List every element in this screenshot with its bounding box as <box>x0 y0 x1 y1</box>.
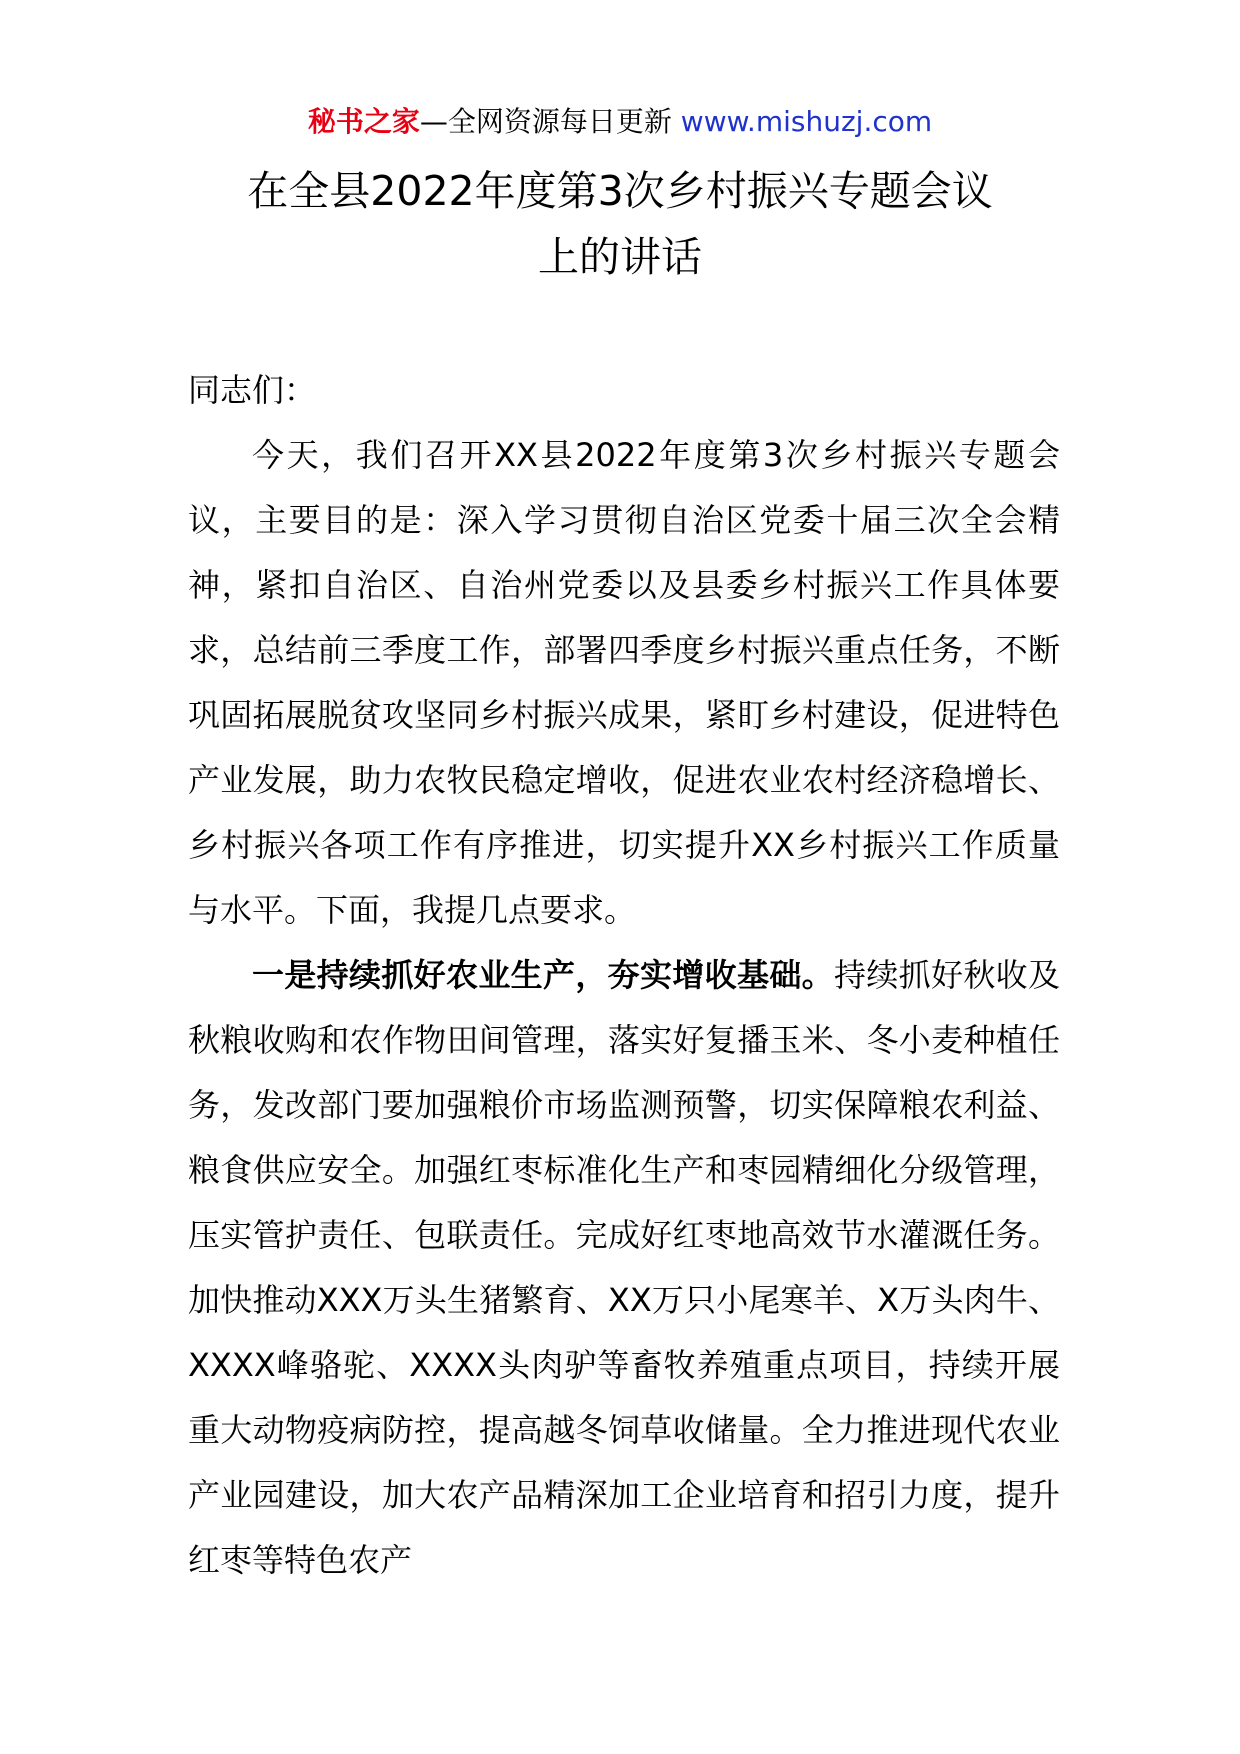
paragraph-intro: 今天，我们召开XX县2022年度第3次乡村振兴专题会议，主要目的是：深入学习贯彻自治区党委十届三次全会精神，紧扣自治区、自治州党委以及县委乡村振兴工作具体要求，总结前三季度工作，部署四季度乡村振兴重点任务，不断巩固拓展脱贫攻坚同乡村振兴成果，紧盯乡村建设，促进特色产业发展，助力农牧民稳定增收，促进农业农村经济稳增长、乡村振兴各项工作有序推进，切实提升XX乡村振兴工作质量与水平。下面，我提几点要求。 <box>188 436 1060 929</box>
watermark-header <box>0 102 1240 142</box>
paragraph-point-one <box>188 943 1060 1593</box>
header-brand: 秘书之家 <box>307 105 420 138</box>
page-title <box>150 158 1090 290</box>
salutation: 同志们： <box>188 371 317 409</box>
title-line-2: 上的讲话 <box>538 233 702 281</box>
point-one-text: 持续抓好秋收及秋粮收购和农作物田间管理，落实好复播玉米、冬小麦种植任务，发改部门要加强粮价市场监测预警，切实保障粮农利益、粮食供应安全。加强红枣标准化生产和枣园精细化分级管理，压实管护责任、包联责任。完成好红枣地高效节水灌溉任务。加快推动XXX万头生猪繁育、XX万只小尾寒羊、X万头肉牛、XXXX峰骆驼、XXXX头肉驴等畜牧养殖重点项目，持续开展重大动物疫病防控，提高越冬饲草收储量。全力推进现代农业产业园建设，加大农产品精深加工企业培育和招引力度，提升红枣等特色农产 <box>188 956 1060 1579</box>
point-one-heading: 一是持续抓好农业生产，夯实增收基础。 <box>252 956 834 994</box>
header-url[interactable]: www.mishuzj.com <box>680 105 933 138</box>
header-tagline: —全网资源每日更新 <box>419 105 672 138</box>
title-line-1: 在全县2022年度第3次乡村振兴专题会议 <box>247 167 993 215</box>
speech-body <box>188 358 1060 1593</box>
